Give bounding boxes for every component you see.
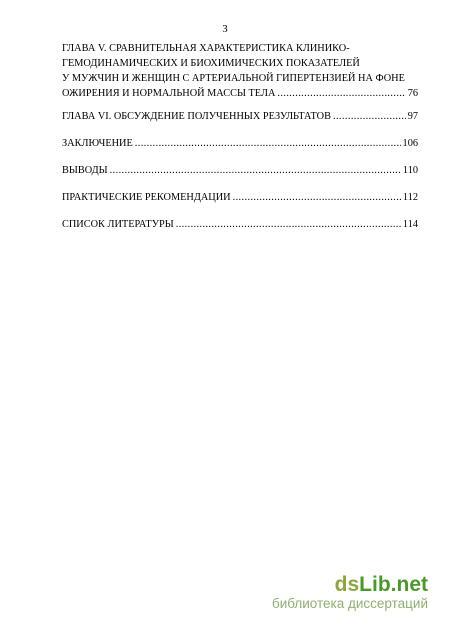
toc-entry-findings <box>62 163 418 178</box>
watermark <box>272 574 428 612</box>
toc-page-number: 76 <box>407 88 418 99</box>
dot-leader <box>135 136 401 151</box>
watermark-subtitle: библиотека диссертаций <box>271 596 428 611</box>
toc-page-number: 110 <box>402 165 418 176</box>
toc-entry-references <box>62 217 418 232</box>
dot-leader <box>277 86 405 101</box>
toc-entry-title: ЗАКЛЮЧЕНИЕ <box>62 138 133 149</box>
toc-entry-title: СПИСОК ЛИТЕРАТУРЫ <box>62 219 174 230</box>
toc-entry-title: ГЛАВА VI. ОБСУЖДЕНИЕ ПОЛУЧЕННЫХ РЕЗУЛЬТАТОВ <box>62 111 331 122</box>
toc-page-number: 97 <box>407 111 418 122</box>
toc-entry-conclusion <box>62 136 418 151</box>
toc-page-number: 106 <box>402 138 418 149</box>
toc-page-number: 112 <box>402 192 418 203</box>
dot-leader <box>176 217 401 232</box>
toc-entry-title: ВЫВОДЫ <box>62 165 108 176</box>
toc-entry-title-line: У МУЖЧИН И ЖЕНЩИН С АРТЕРИАЛЬНОЙ ГИПЕРТЕНЗИЕЙ НА ФОНЕ <box>62 73 405 84</box>
toc-entry-title-line: ГЕМОДИНАМИЧЕСКИХ И БИОХИМИЧЕСКИХ ПОКАЗАТЕЛЕЙ <box>62 58 360 69</box>
toc-entry-title: ПРАКТИЧЕСКИЕ РЕКОМЕНДАЦИИ <box>62 192 231 203</box>
page-number: 3 <box>222 24 228 35</box>
table-of-contents <box>62 41 418 244</box>
dot-leader <box>233 190 401 205</box>
toc-entry-title-line: ОЖИРЕНИЯ И НОРМАЛЬНОЙ МАССЫ ТЕЛА <box>62 88 276 99</box>
toc-page-number: 114 <box>402 219 418 230</box>
watermark-logo: dsLib.net <box>334 573 428 596</box>
toc-entry-recommendations <box>62 190 418 205</box>
dot-leader <box>333 109 406 124</box>
dot-leader <box>110 163 401 178</box>
toc-entry-chapter-5 <box>62 41 418 101</box>
toc-entry-title-line: ГЛАВА V. СРАВНИТЕЛЬНАЯ ХАРАКТЕРИСТИКА КЛИНИКО- <box>62 43 350 54</box>
toc-entry-chapter-6 <box>62 109 418 124</box>
